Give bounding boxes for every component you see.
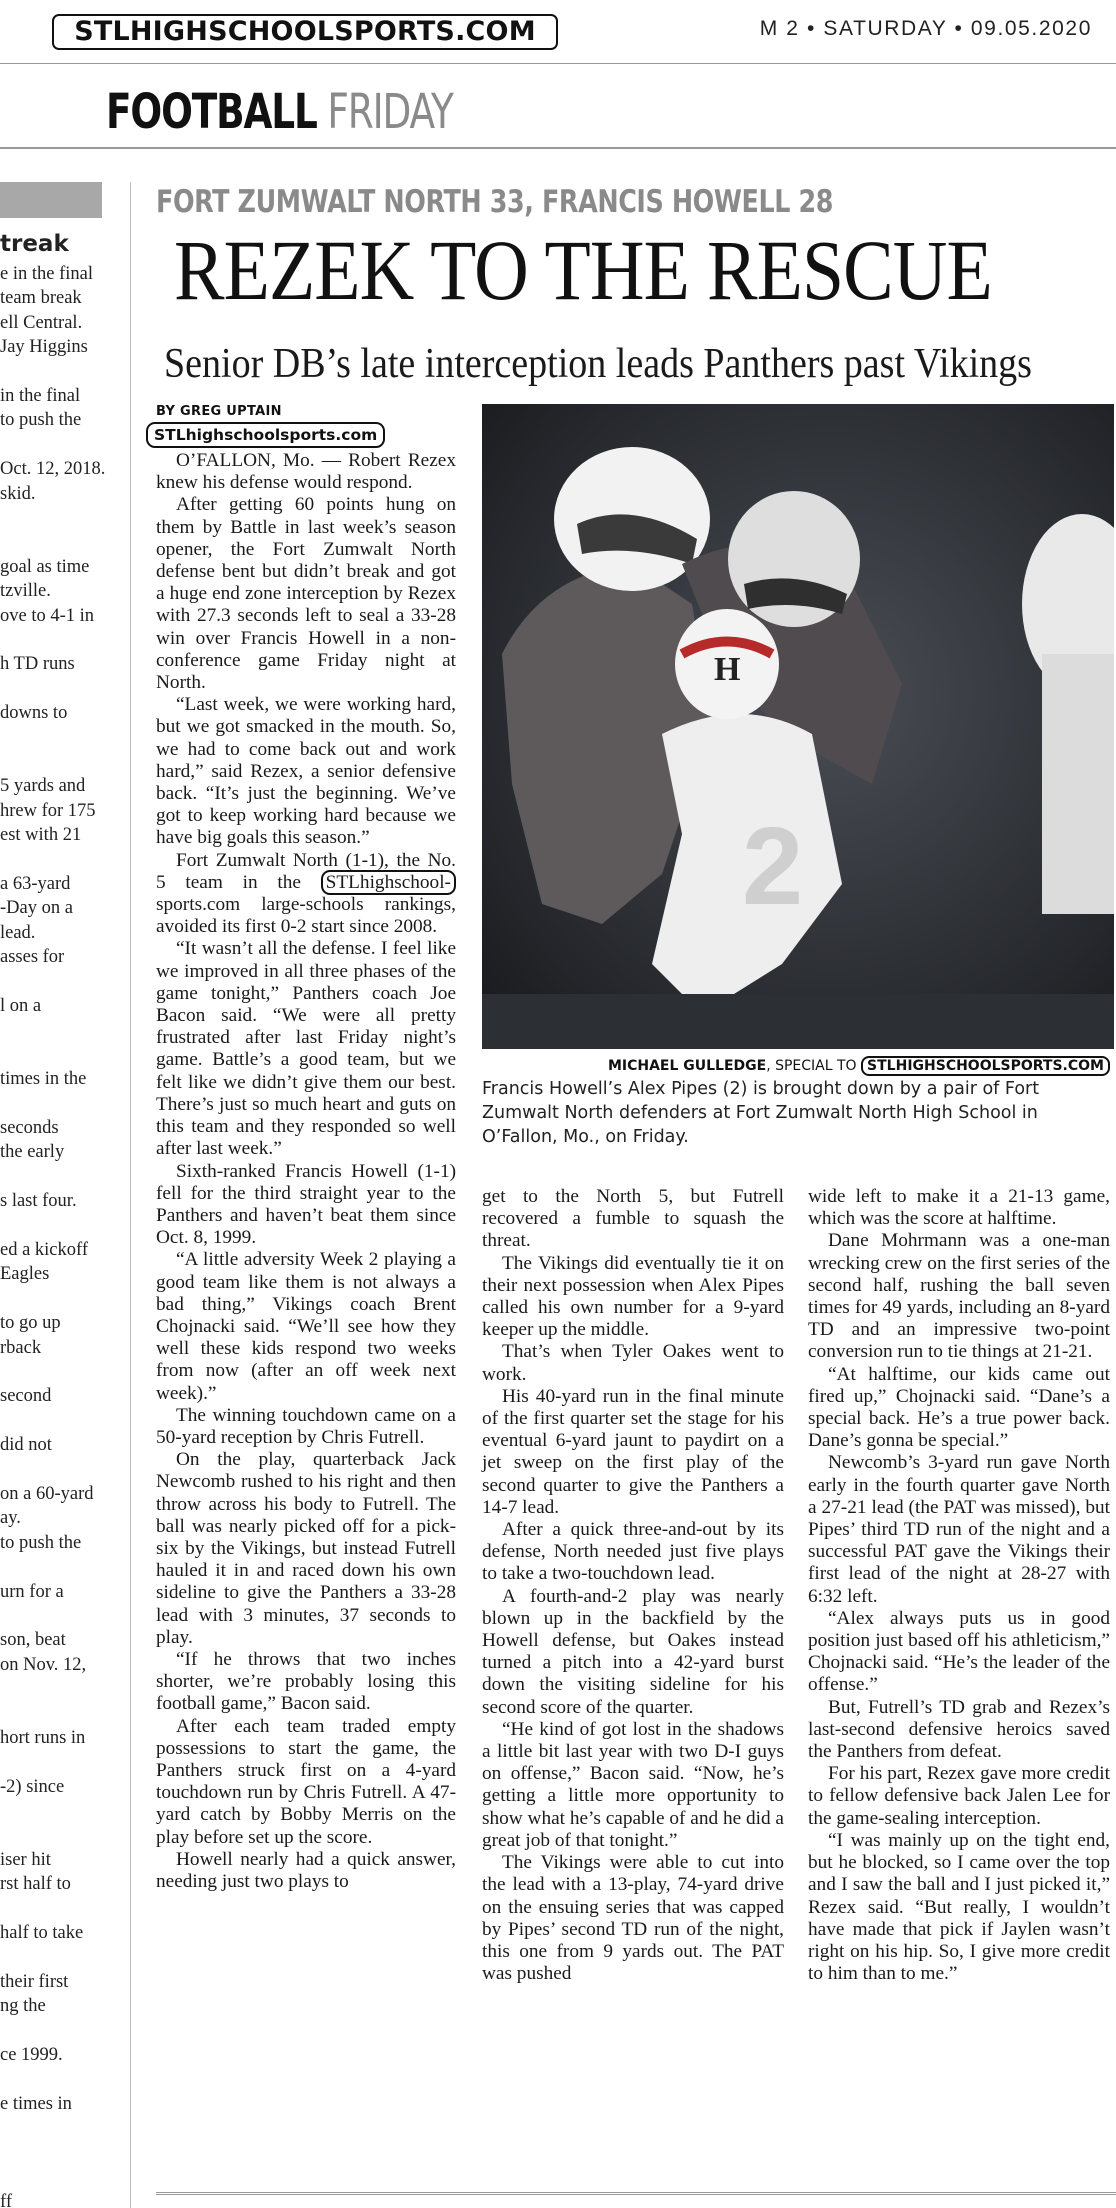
left-column-line: team break [0, 288, 82, 309]
paragraph: After each team traded empty possessions to start the game, the Panthers struck first on a 4-yard touchdown run by Chris Futrell. A 47-yard catch by Bobby Merris on the play before set up the score. [156, 1715, 456, 1848]
left-column-line: did not [0, 1435, 52, 1456]
bottom-rule [156, 2192, 1116, 2195]
left-column-line: to push the [0, 1532, 82, 1553]
left-column-line: skid. [0, 483, 36, 504]
paragraph: Howell nearly had a quick answer, needing just two plays to [156, 1848, 456, 1892]
paragraph: O’FALLON, Mo. — Robert Rezex knew his defense would respond. [156, 450, 456, 494]
headline: REZEK TO THE RESCUE [174, 222, 992, 318]
paragraph-text: Fort Zumwalt North (1-1), the No. 5 team in the [156, 849, 456, 893]
left-column-line: urn for a [0, 1581, 64, 1602]
paragraph-text: sports.com large-schools rankings, avoided its first 0-2 start since 2008. [156, 894, 456, 938]
photo-caption: Francis Howell’s Alex Pipes (2) is brought down by a pair of Fort Zumwalt North defenders at Fort Zumwalt North High School in O’Fallon, Mo., on Friday. [482, 1079, 1040, 1147]
left-column-line: on a 60-yard [0, 1484, 94, 1504]
paragraph: Dane Mohrmann was a one-man wrecking crew on the first series of the second half, rushing the ball seven times for 49 yards, including an 8-yard TD and an impressive two-point conversion run to tie things at 21-21. [808, 1230, 1110, 1363]
left-column-line: son, beat [0, 1630, 66, 1651]
left-column-line: in the final [0, 386, 81, 406]
left-column-line: ove to 4-1 in [0, 605, 95, 626]
left-column-line: downs to [0, 703, 68, 724]
left-column-line: hort runs in [0, 1728, 86, 1748]
paragraph: “He kind of got lost in the shadows a little bit last year with two D-I guys on offense,” Bacon said. “Now, he’s getting a little more opportunity to show what he’s capable of and he did a great job of that tonight.” [482, 1718, 784, 1851]
paragraph: “It wasn’t all the defense. I feel like we improved in all three phases of the game tonight,” Panthers coach Joe Bacon said. “We were all pretty frustrated after last Friday night’s game. Battle’s a good team, but we felt like we didn’t give them our best. There’s just so much heart and guts on this team and they responded so well after last week.” [156, 938, 456, 1160]
story-column-3 [808, 1186, 1110, 1985]
left-column-line: the early [0, 1142, 65, 1163]
paragraph: His 40-yard run in the final minute of the first quarter set the stage for his eventual 6-yard jaunt to paydirt on a jet sweep on the first play of the second quarter to give the Panthers a 14-7 lead. [482, 1385, 784, 1518]
left-column-line: iser hit [0, 1850, 51, 1870]
dateline: M 2 • SATURDAY • 09.05.2020 [759, 17, 1092, 40]
left-column-line: ay. [0, 1508, 21, 1529]
left-column-line: seconds [0, 1118, 59, 1138]
paragraph: get to the North 5, but Futrell recovered a fumble to squash the threat. [482, 1186, 784, 1252]
site-logo: STLHIGHSCHOOLSPORTS.COM [52, 14, 558, 50]
paragraph: After a quick three-and-out by its defense, North needed just five plays to take a two-touchdown lead. [482, 1519, 784, 1585]
section-title-light: FRIDAY [327, 84, 453, 140]
paragraph: Sixth-ranked Francis Howell (1-1) fell for the third straight year to the Panthers and haven’t beat them since Oct. 8, 1999. [156, 1160, 456, 1249]
left-column-line: e in the final [0, 264, 93, 284]
paragraph: The winning touchdown came on a 50-yard reception by Chris Futrell. [156, 1404, 456, 1448]
rankings-site-link[interactable]: STLhighschool- [321, 870, 456, 895]
left-column-line: goal as time [0, 556, 90, 577]
paragraph: “Last week, we were working hard, but we got smacked in the mouth. So, we had to come back out and work hard,” said Rezex, a senior defensive back. “It’s just the beginning. We’ve got to keep working hard because we have big goals this season.” [156, 694, 456, 849]
paragraph: The Vikings did eventually tie it on their next possession when Alex Pipes called his own number for a 9-yard keeper up the middle. [482, 1252, 784, 1341]
left-adjacent-column [0, 232, 105, 2208]
left-column-line: s last four. [0, 1191, 77, 1212]
story-column-1 [156, 450, 456, 1893]
paragraph: For his part, Rezex gave more credit to fellow defensive back Jalen Lee for the game-sealing interception. [808, 1763, 1110, 1829]
paragraph: “A little adversity Week 2 playing a good team like them is not always a bad thing,” Vikings coach Brent Chojnacki said. “We’ll see how they well these kids respond two weeks from now (after an off week next week).” [156, 1249, 456, 1404]
left-column-line: -2) since [0, 1776, 65, 1797]
photo-credit-site[interactable]: STLHIGHSCHOOLSPORTS.COM [861, 1056, 1110, 1076]
paragraph: A fourth-and-2 play was nearly blown up in the backfield by the Howell defense, but Oakes instead turned a pitch into a 42-yard burst down the visiting sideline for his second score of the quarter. [482, 1585, 784, 1718]
section-title [106, 82, 453, 142]
score-line: FORT ZUMWALT NORTH 33, FRANCIS HOWELL 28 [156, 184, 834, 220]
left-column-line: l on a [0, 996, 42, 1016]
left-column-line: rback [0, 1337, 42, 1358]
paragraph-with-link [156, 850, 456, 939]
left-column-line: asses for [0, 947, 65, 968]
deck-subheadline: Senior DB’s late interception leads Panthers past Vikings [164, 341, 1032, 387]
left-column-line: ff [0, 2191, 12, 2208]
paragraph: “Alex always puts us in good position just based off his athleticism,” Chojnacki said. “He’s the leader of the offense.” [808, 1607, 1110, 1696]
paragraph: Newcomb’s 3-yard run gave North early in the fourth quarter gave North a 27-21 lead (the PAT was missed), but Pipes’ third TD run of the night and a successful PAT gave the Vikings their first lead of the night at 28-27 with 6:32 left. [808, 1452, 1110, 1607]
left-column-line: h TD runs [0, 654, 75, 675]
left-column-line: a 63-yard [0, 874, 71, 894]
story-column-2 [482, 1186, 784, 1985]
byline: BY GREG UPTAIN [156, 404, 282, 419]
left-column-line: ng the [0, 1996, 46, 2017]
paragraph: “If he throws that two inches shorter, we’re probably losing this football game,” Bacon said. [156, 1648, 456, 1715]
paragraph: That’s when Tyler Oakes went to work. [482, 1341, 784, 1385]
left-column-line: Eagles [0, 1264, 50, 1285]
photo-credit [482, 1056, 1114, 1078]
left-column-line: times in the [0, 1069, 87, 1090]
masthead-rule [0, 63, 1116, 64]
left-column-line: 5 yards and [0, 776, 86, 797]
left-column-line: half to take [0, 1923, 84, 1944]
left-column-label-bar [0, 182, 102, 218]
left-column-line: on Nov. 12, [0, 1654, 87, 1675]
paragraph: “I was mainly up on the tight end, but he blocked, so I came over the top and I saw the ball and I just picked it,” Rezex said. “But really, I wouldn’t have made that pick if Jaylen wasn’t right on his hip. So, I give more credit to him than to me.” [808, 1829, 1110, 1985]
left-column-line: second [0, 1386, 52, 1407]
left-column-line: -Day on a [0, 898, 73, 919]
left-column-heading: treak [0, 232, 69, 257]
left-column-line: ce 1999. [0, 2045, 63, 2066]
left-column-line: ed a kickoff [0, 1240, 89, 1260]
paragraph: The Vikings were able to cut into the lead with a 13-play, 74-yard drive on the ensuing series that was capped by Pipes’ second TD run of the night, this one from 9 yards out. The PAT was pushed [482, 1852, 784, 1985]
byline-site-link[interactable]: STLhighschoolsports.com [146, 422, 385, 448]
left-column-line: Jay Higgins [0, 337, 88, 358]
section-title-bold: FOOTBALL [106, 84, 317, 140]
left-column-line: hrew for 175 [0, 800, 96, 821]
photo-illustration [482, 404, 1114, 1049]
left-column-line: tzville. [0, 581, 51, 602]
left-column-line: est with 21 [0, 825, 82, 846]
photo-credit-mid: , SPECIAL TO [766, 1058, 857, 1074]
left-column-line: lead. [0, 922, 36, 943]
left-column-line: to go up [0, 1313, 61, 1334]
helmet-letter: H [714, 651, 741, 688]
paragraph: After getting 60 points hung on them by Battle in last week’s season opener, the Fort Zumwalt North defense bent but didn’t break and got a huge end zone interception by Rezex with 27.3 seconds left to seal a 33-28 win over Francis Howell in a non-conference game Friday night at North. [156, 494, 456, 694]
game-photo [482, 404, 1114, 1049]
paragraph: “At halftime, our kids came out fired up,” Chojnacki said. “Dane’s a special back. He’s a true power back. Dane’s gonna be special.” [808, 1363, 1110, 1452]
left-column-line: rst half to [0, 1874, 71, 1895]
photo-credit-name: MICHAEL GULLEDGE [607, 1058, 767, 1074]
svg-text:2: 2 [742, 805, 804, 928]
paragraph: On the play, quarterback Jack Newcomb rushed to his right and then throw across his body to Futrell. The ball was nearly picked off for a pick-six by the Vikings, but instead Futrell hauled it in and raced down his own sideline to give the Panthers a 33-28 lead with 3 minutes, 37 seconds to play. [156, 1449, 456, 1648]
paragraph: But, Futrell’s TD grab and Rezex’s last-second defensive heroics saved the Panthers from defeat. [808, 1696, 1110, 1763]
section-rule [0, 147, 1116, 149]
left-column-line: ell Central. [0, 312, 83, 333]
left-column-line: Oct. 12, 2018. [0, 459, 105, 480]
left-column-line: to push the [0, 410, 82, 431]
left-column-line: e times in [0, 2094, 72, 2114]
column-divider [130, 182, 131, 2208]
left-column-line: their first [0, 1972, 69, 1992]
paragraph: wide left to make it a 21-13 game, which was the score at halftime. [808, 1186, 1110, 1230]
